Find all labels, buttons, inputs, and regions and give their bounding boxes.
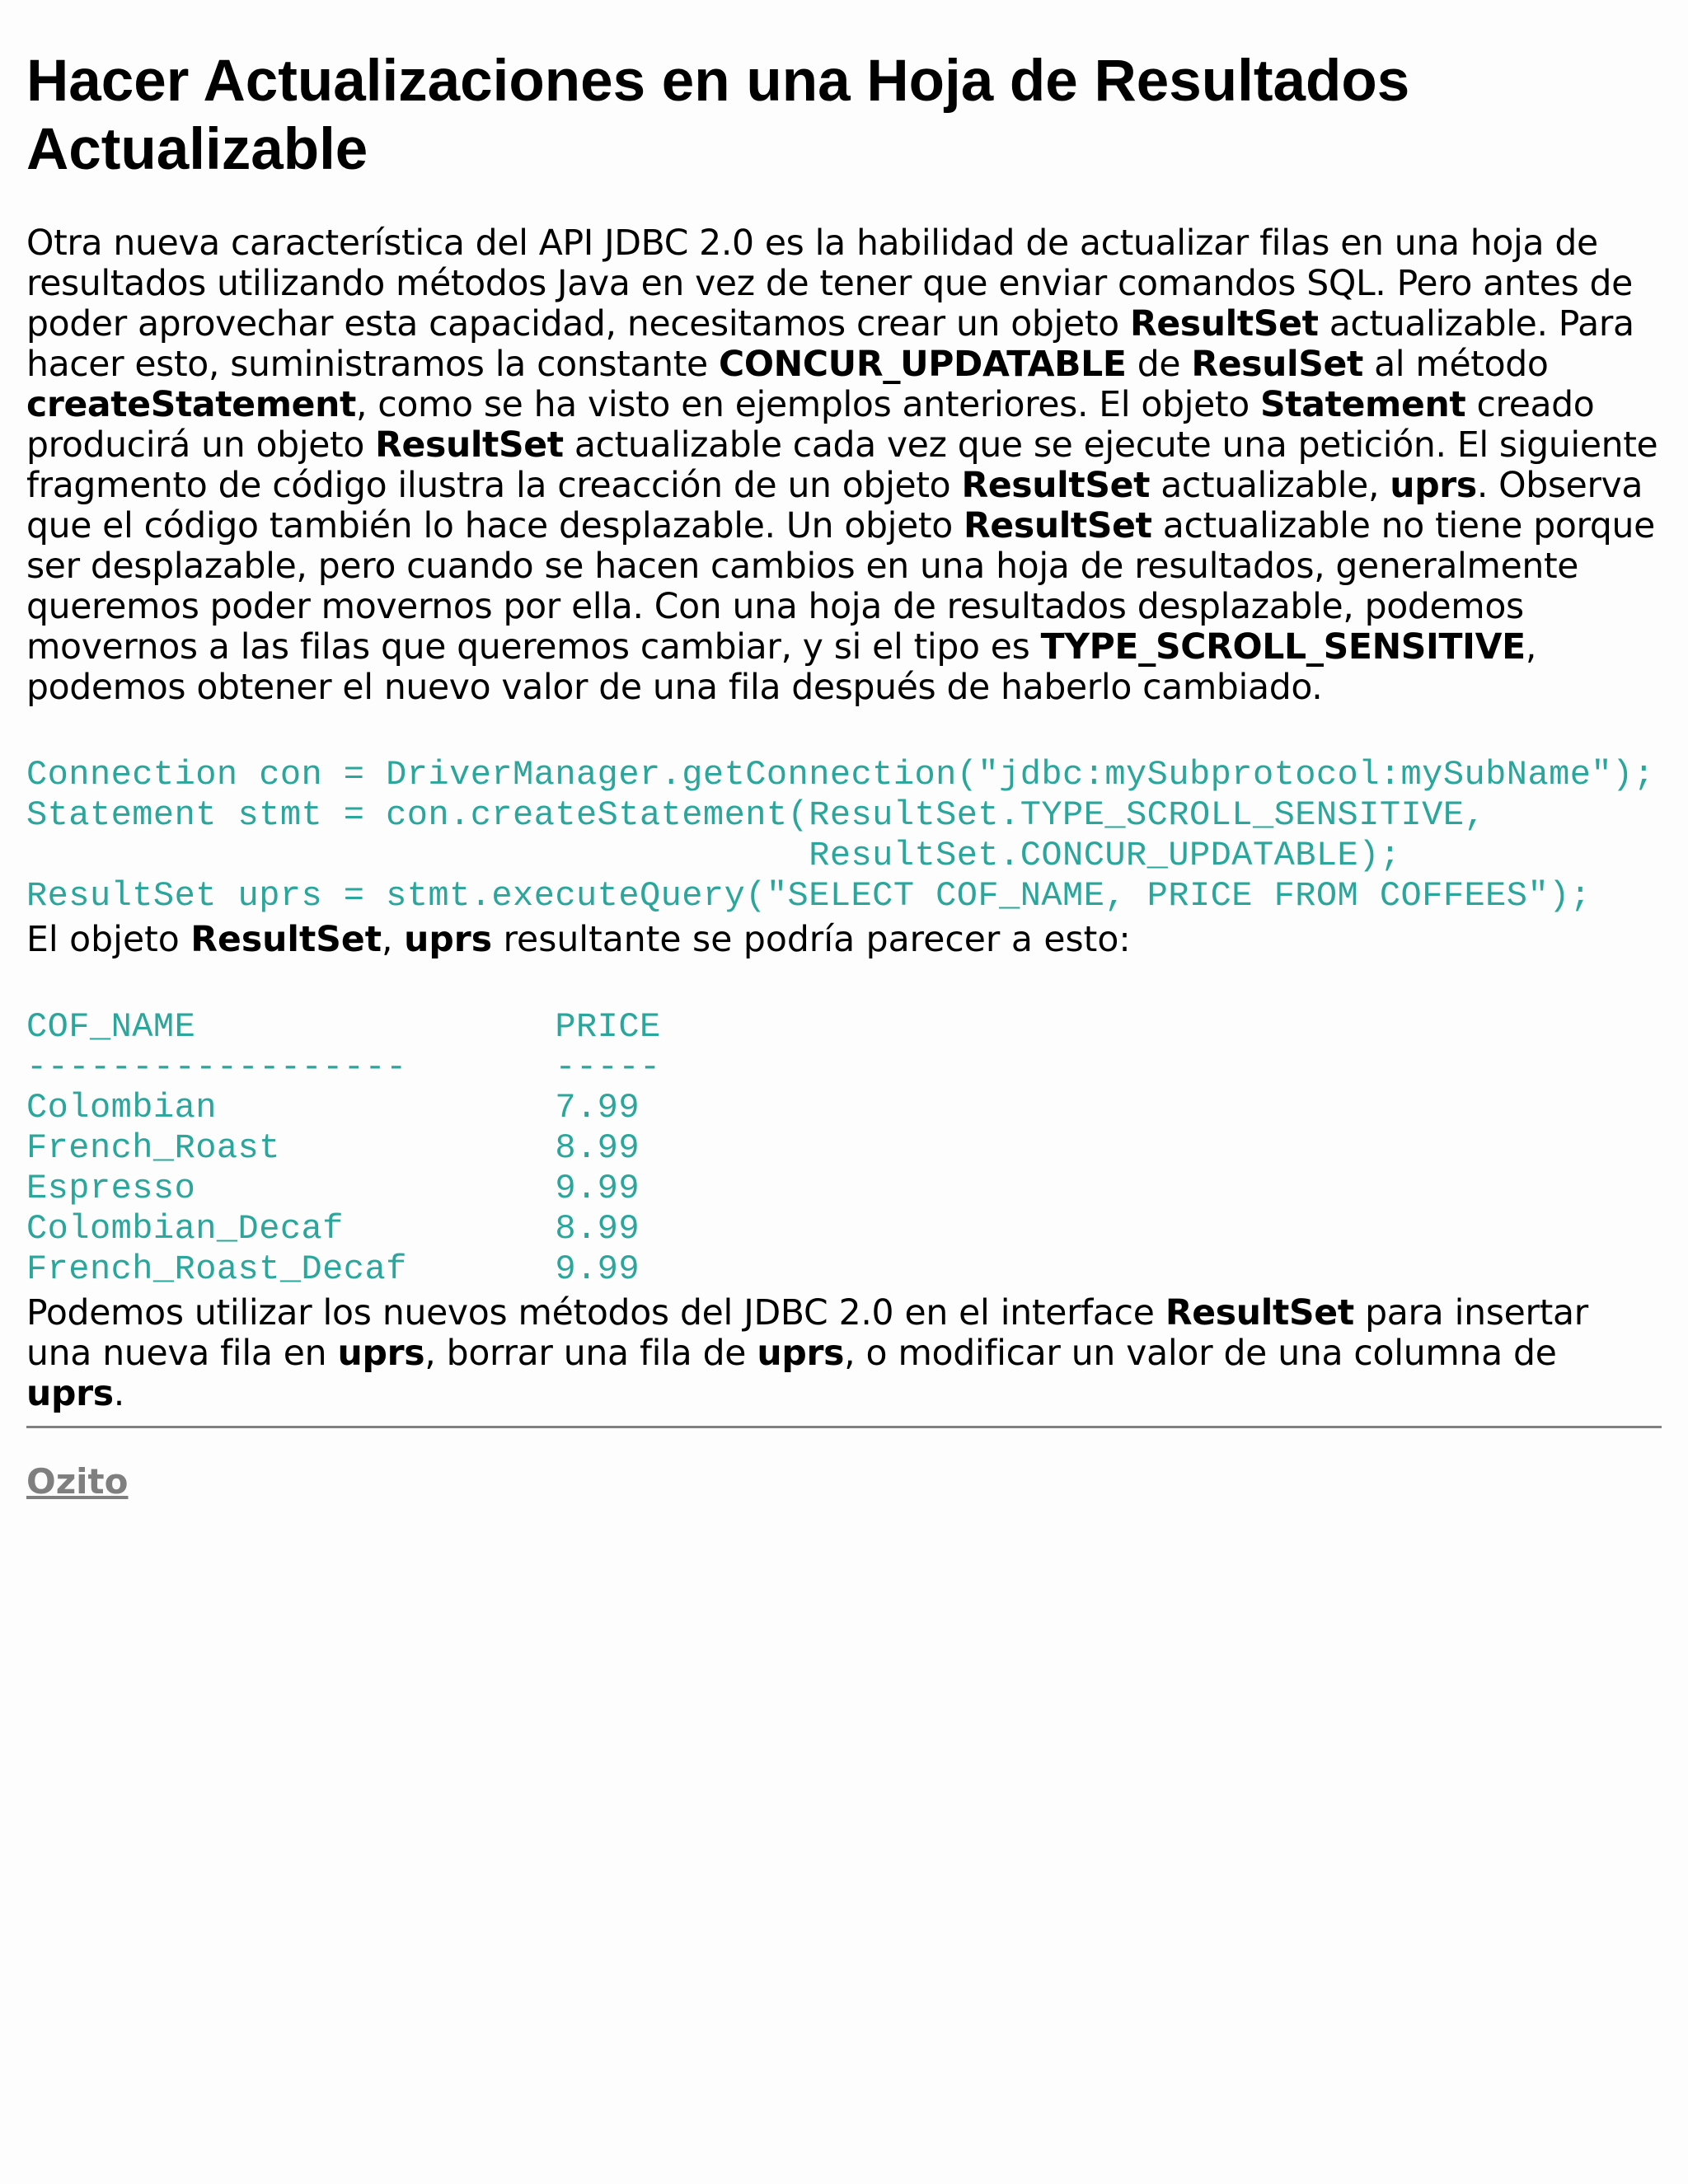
- bold-term: Statement: [1260, 385, 1466, 425]
- text-run: . Observa que el código también lo hace desplazable. Un objeto: [26, 466, 1643, 546]
- bold-term: uprs: [404, 920, 492, 960]
- bold-term: uprs: [26, 1374, 114, 1414]
- bold-term: ResultSet: [961, 466, 1151, 506]
- bold-term: uprs: [757, 1333, 845, 1374]
- bold-term: createStatement: [26, 385, 356, 425]
- text-run: al método: [1362, 344, 1549, 385]
- text-run: El objeto: [26, 920, 191, 960]
- text-run: ,: [382, 920, 405, 960]
- text-run: , o modificar un valor de una columna de: [844, 1333, 1557, 1374]
- divider: [26, 1426, 1662, 1428]
- text-run: para insertar una nueva fila en: [26, 1293, 1588, 1374]
- text-run: Podemos utilizar los nuevos métodos del JDBC 2.0 en el interface: [26, 1293, 1165, 1333]
- text-run: , borrar una fila de: [424, 1333, 757, 1374]
- text-run: actualizable,: [1150, 466, 1390, 506]
- page-title: Hacer Actualizaciones en una Hoja de Resultados Actualizable: [26, 49, 1410, 182]
- bold-term: ResulSet: [1191, 344, 1363, 385]
- text-run: resultante se podría parecer a esto:: [492, 920, 1131, 960]
- code-listing: Connection con = DriverManager.getConnection("jdbc:mySubprotocol:mySubName"); Statement stmt = con.createStatement(ResultSet.TYPE_SCROLL_SENSITIVE, ResultSet.CONCUR_UPDATABLE); ResultSet uprs = stmt.executeQuery("SELECT COF_NAME, PRICE FROM COFFEES");: [26, 755, 1655, 916]
- text-run: , podemos obtener el nuevo valor de una fila después de haberlo cambiado.: [26, 627, 1537, 708]
- text-run: de: [1126, 344, 1192, 385]
- bold-term: uprs: [337, 1333, 425, 1374]
- result-table: COF_NAME PRICE ------------------ ----- Colombian 7.99 French_Roast 8.99 Espresso 9.99 Colombian_Decaf 8.99 French_Roast_Decaf 9.99: [26, 1007, 661, 1289]
- bold-term: TYPE_SCROLL_SENSITIVE: [1040, 627, 1526, 668]
- bold-term: uprs: [1390, 466, 1477, 506]
- bold-term: ResultSet: [1129, 304, 1319, 344]
- text-run: actualizable cada vez que se ejecute una petición. El siguiente fragmento de código ilustra la creacción de un objeto: [26, 425, 1658, 506]
- bold-term: ResultSet: [375, 425, 564, 466]
- bold-term: ResultSet: [190, 920, 382, 960]
- closing-paragraph: [26, 1293, 1662, 1414]
- result-intro-paragraph: [26, 920, 1662, 960]
- text-run: Otra nueva característica del API JDBC 2.0 es la habilidad de actualizar filas en una hoja de resultados utilizando métodos Java en vez de tener que enviar comandos SQL. Pero antes de poder aprovechar esta capacidad, necesitamos crear un objeto: [26, 223, 1633, 344]
- bold-term: ResultSet: [1165, 1293, 1354, 1333]
- ozito-link[interactable]: Ozito: [26, 1461, 129, 1502]
- bold-term: CONCUR_UPDATABLE: [718, 344, 1127, 385]
- text-run: , como se ha visto en ejemplos anteriores. El objeto: [355, 385, 1261, 425]
- intro-paragraph: [26, 223, 1662, 708]
- text-run: actualizable. Para hacer esto, suministramos la constante: [26, 304, 1634, 385]
- text-run: .: [113, 1374, 124, 1414]
- text-run: creado producirá un objeto: [26, 385, 1595, 466]
- bold-term: ResultSet: [964, 506, 1152, 546]
- text-run: actualizable no tiene porque ser desplazable, pero cuando se hacen cambios en una hoja de resultados, generalmente queremos poder movernos por ella. Con una hoja de resultados desplazable, podemos movernos a las filas que queremos cambiar, y si el tipo es: [26, 506, 1655, 668]
